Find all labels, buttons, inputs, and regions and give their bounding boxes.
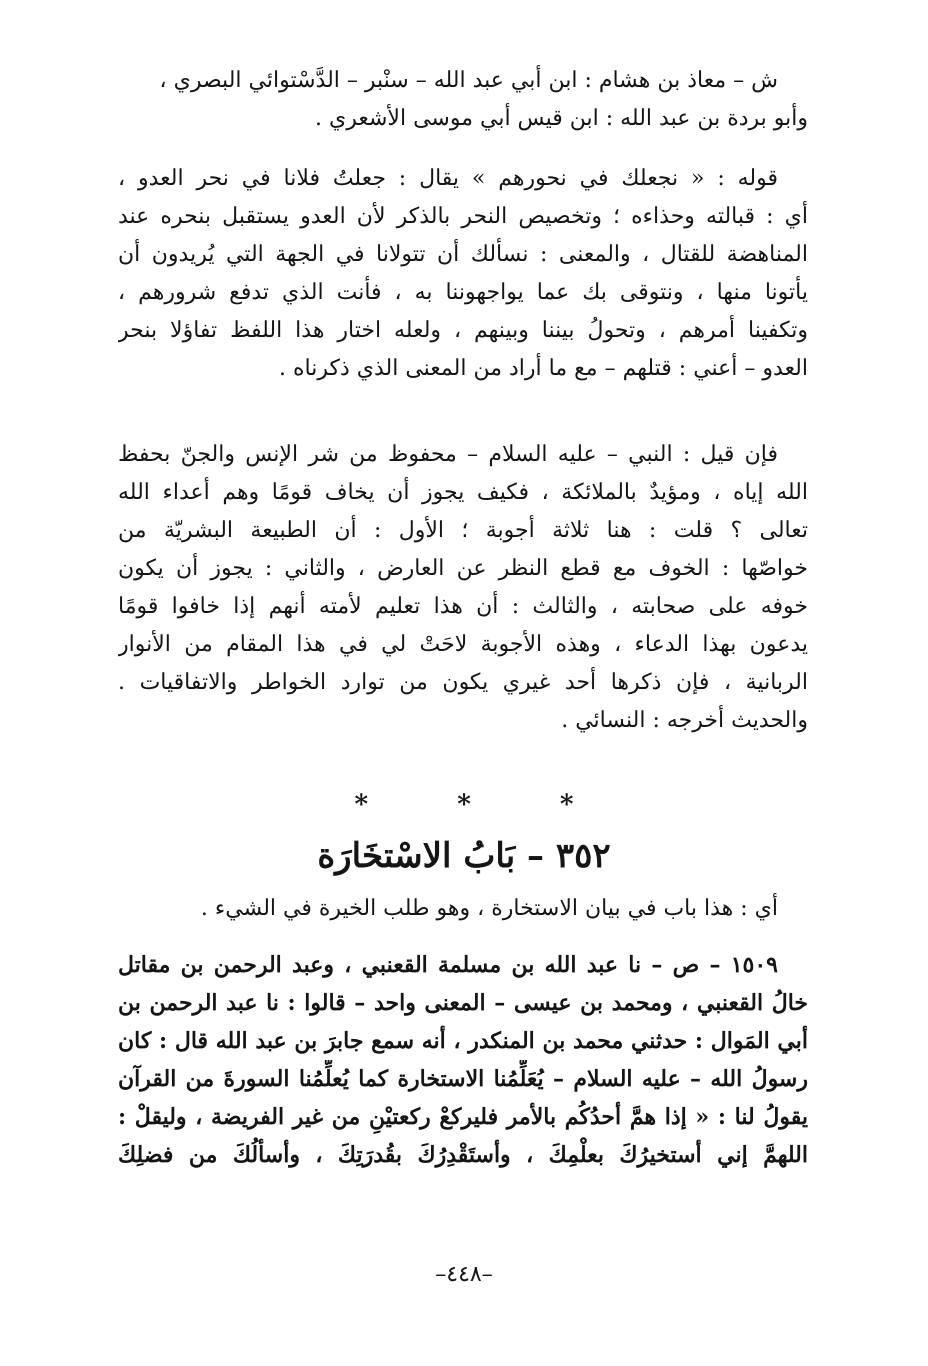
text-line: رسولُ الله – عليه السلام – يُعَلِّمُنا الاستخارة كما يُعلِّمُنا السورةَ من القرآن bbox=[118, 1066, 808, 1092]
chapter-heading: ٣٥٢ – بَابُ الاسْتخَارَة bbox=[317, 836, 611, 876]
text-line: يأتونا منها ، ونتوقى بك عما يواجهوننا به ، فأنت الذي تدفع شرورهم ، bbox=[118, 280, 808, 305]
text-line: تعالى ؟ قلت : هنا ثلاثة أجوبة ؛ الأول : أن الطبيعة البشريّة من bbox=[118, 518, 808, 543]
text-line: خالُ القعنبي ، ومحمد بن عيسى – المعنى واحد – قالوا : نا عبد الرحمن بن bbox=[118, 990, 808, 1016]
text-line: خوفه على صحابته ، والثالث : أن هذا تعليم لأمته أنهم إذا خافوا قومًا bbox=[118, 594, 808, 619]
text-line: المناهضة للقتال ، والمعنى : نسألك أن تتولانا في الجهة التي يُريدون أن bbox=[118, 242, 808, 267]
commentary-paragraph-1 bbox=[118, 160, 808, 388]
text-line: قوله : « نجعلك في نحورهم » يقال : جعلتُ فلانا في نحر العدو ، bbox=[118, 166, 778, 191]
text-line: فإن قيل : النبي – عليه السلام – محفوظ من شر الإنس والجنّ بحفظ bbox=[118, 442, 778, 467]
text-line: اللهمَّ إني أستخيرُكَ بعلْمِكَ ، وأستَقْدِرُكَ بقُدرَتِكَ ، وأسألُكَ من فضلِكَ bbox=[118, 1142, 808, 1168]
text-line: أي : قبالته وحذاءه ؛ وتخصيص النحر بالذكر لأن العدو يستقبل بنحره عند bbox=[118, 204, 808, 229]
chapter-intro bbox=[118, 890, 808, 928]
text-line: ١٥٠٩ – ص – نا عبد الله بن مسلمة القعنبي ، وعبد الرحمن بن مقاتل bbox=[118, 952, 778, 978]
text-line: وتكفينا أمرهم ، وتحولُ بيننا وبينهم ، ولعله اختار هذا اللفظ تفاؤلا بنحر bbox=[118, 318, 808, 343]
text-line: العدو – أعني : قتلهم – مع ما أراد من المعنى الذي ذكرناه . bbox=[279, 356, 808, 381]
hadith-text bbox=[118, 946, 808, 1174]
text-line: والحديث أخرجه : النسائي . bbox=[561, 708, 808, 733]
text-line: ش – معاذ بن هشام : ابن أبي عبد الله – سنْبر – الدَّسْتوائي البصري ، bbox=[159, 68, 778, 93]
text-line: أي : هذا باب في بيان الاستخارة ، وهو طلب الخيرة في الشيء . bbox=[200, 896, 778, 921]
text-line: الربانية ، فإن ذكرها أحد غيري يكون من توارد الخواطر والاتفاقيات . bbox=[118, 670, 808, 695]
text-line: خواصّها : الخوف مع قطع النظر عن العارض ، والثاني : يجوز أن يكون bbox=[118, 556, 808, 581]
text-line: يقولُ لنا : « إذا همَّ أحدُكُم بالأمر فليركعْ ركعتيْنِ من غير الفريضة ، وليقلْ : bbox=[118, 1104, 808, 1130]
text-line: أبي المَوال : حدثني محمد بن المنكدر ، أنه سمع جابرَ بن عبد الله قال : كان bbox=[118, 1028, 808, 1054]
text-line: وأبو بردة بن عبد الله : ابن قيس أبي موسى الأشعري . bbox=[315, 106, 808, 131]
text-line: يدعون بهذا الدعاء ، وهذه الأجوبة لاحَتْ لي في هذا المقام من الأنوار bbox=[118, 632, 808, 657]
commentary-paragraph-2 bbox=[118, 436, 808, 740]
text-line: الله إياه ، ومؤيدٌ بالملائكة ، فكيف يجوز أن يخاف قومًا وهم أعداء الله bbox=[118, 480, 808, 505]
sources-note bbox=[118, 62, 808, 138]
section-separator: * * * bbox=[354, 790, 614, 820]
page-number: –٤٤٨– bbox=[435, 1262, 493, 1287]
